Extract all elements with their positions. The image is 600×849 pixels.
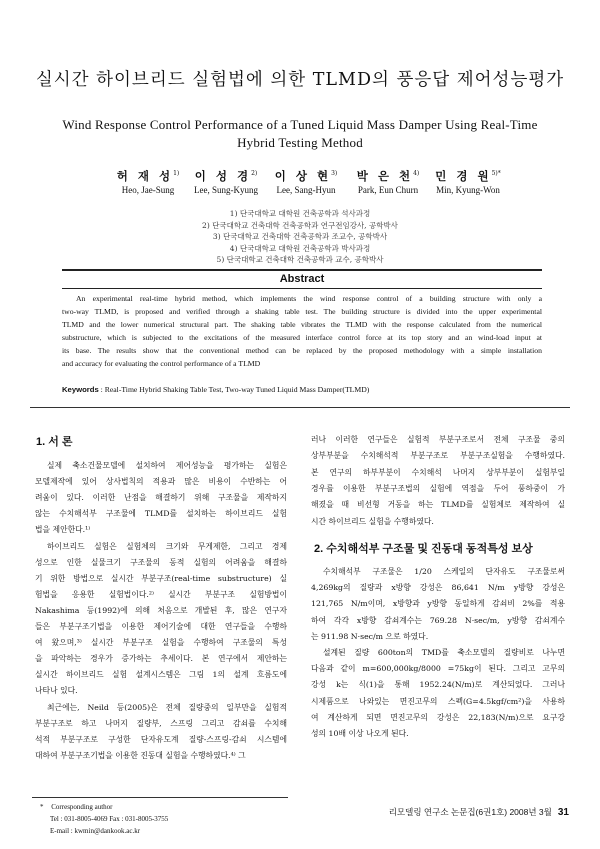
body-text-line: 대하여 부분구조기법을 이용한 진동대 실험을 수행하였다.⁴⁾ 그 [35,750,246,760]
author-name-ko-text: 이 성 경 [194,169,252,183]
author-name-english: Lee, Sang-Hyun [276,185,336,195]
journal-name: 리모델링 연구소 논문집(6권1호) 2008년 3월 [388,807,552,817]
title-english-line-2: Hybrid Testing Method [237,135,363,150]
body-text-line: 4,269kg의 질량과 x방향 강성은 86,641 N/m y방향 강성은 [311,583,565,593]
author-name-ko-text: 허 재 성 [116,169,174,183]
body-text-line: 러나 이러한 연구들은 실험적 부분구조로서 전체 구조물 중의 [311,435,565,444]
body-text-line: 본 연구의 하부부분이 수치해석 나머지 상부부분이 실험부일 [311,467,565,477]
body-text-line: 수치해석부 구조물은 1/20 스케일의 단자유도 구조물로써 [323,567,565,576]
author-affiliation-mark: 3) [331,170,338,178]
page-number: 31 [557,807,569,818]
abstract-line: two-way TLMD, is proposed and verified through a shaking table test. The building structure is divided into the upper experimental [62,307,542,316]
author [110,168,186,195]
abstract-line: substructure, which is subjected to the excitations of the measured interface control force at its top story and an wind-load input at [62,333,542,342]
body-text-line: 여 계산하게 되면 면진고무의 강성은 22,183(N/m)으로 요구강 [311,712,565,722]
body-text-line: 시간 하이브리드 실험을 수행하였다. [311,516,434,526]
body-text-line: 을 파악하는 경우가 증가하는 추세이다. 본 연구에서 제안하는 [35,654,287,664]
footnote-phone: Tel : 031-8005-4069 Fax : 031-8005-3755 [50,815,169,823]
title-english-line-1: Wind Response Control Performance of a Tuned Liquid Mass Damper Using Real-Time [62,117,538,132]
author-name-ko-text: 이 상 현 [274,169,332,183]
body-text-line: 여 왔으며,³⁾ 실시간 부분구조 실험을 수행하여 구조물의 특성 [35,638,287,648]
body-text-line: 않는 수치해석부 구조물에 TLMD를 설치하는 하이브리드 실험 [35,509,287,519]
body-text-line: 다음과 같이 m=600,000kg/8000 =75kg이 된다. 그리고 고무의 [311,664,565,674]
author-name-english: Park, Eun Churn [357,185,419,195]
body-text-line: 상부부분을 수치해석적 부분구조로 부분구조실험을 수행하였다. [311,451,565,461]
journal-footer [384,806,569,818]
body-text-line: 하여 각각 x방향 감쇠계수는 769.28 N·sec/m, y방향 감쇠계수 [311,615,565,625]
author-affiliation-mark: 5)* [491,170,501,178]
footnote-label [40,803,113,811]
footnote-email: E-mail : kwmin@dankook.ac.kr [50,827,141,835]
abstract-line: TLMD and the lower numerical structural part. The shaking table vibrates the TLMD with the response calculated from the numerical [62,320,542,329]
body-text-line: 성의 10배 이상 나오게 된다. [311,729,409,738]
section-divider [30,407,570,408]
body-text-line: 설계된 질량 600ton의 TMD를 축소모델의 질량비로 나누면 [323,648,565,657]
footnote-mark: * [40,803,44,811]
body-text-line: 험법을 응용한 실험법이다.²⁾ 실시간 부분구조 실험방법이 [35,589,287,599]
body-text-line: 려움이 있다. 이러한 난점을 해결하기 위해 구조물을 제작하지 [35,493,287,503]
footnote-divider [32,797,288,798]
body-text-line: 성으로 인한 실물크기 구조물의 동적 실험의 어려움을 해결하 [35,557,287,567]
author-name-korean [430,168,506,185]
keywords-text: : Real-Time Hybrid Shaking Table Test, Two-way Tuned Liquid Mass Damper(TLMD) [100,385,370,394]
section-1-heading: 1. 서 론 [36,436,73,448]
body-text-line: 실시간 하이브리드 실험 설계시스템은 그림 1의 설계 흐름도에 [35,670,287,680]
author [188,168,264,195]
author-name-korean [110,168,186,185]
author-name-ko-text: 민 경 원 [435,169,492,183]
keywords [62,385,542,394]
footnote-corresponding: Corresponding author [51,803,113,811]
author-affiliation-mark: 1) [173,170,180,178]
affiliation-line: 5) 단국대학교 건축대학 건축공학과 교수, 공학박사 [216,255,384,264]
author-affiliation-mark: 4) [413,170,420,178]
body-text-line: 모델제작에 있어 상사법칙의 적용과 많은 비용이 수반하는 어 [35,477,287,487]
author-name-korean [268,168,344,185]
affiliation-line: 3) 단국대학교 건축대학 건축공학과 조교수, 공학박사 [212,232,388,241]
body-text-line: 시제품으로 나와있는 면진고무의 스펙(G=4.5kgf/cm²)을 사용하 [311,696,565,706]
body-text-line: 들은 부분구조기법을 이용한 제어기술에 대한 연구들을 수행하 [35,622,287,631]
body-text-line: 경우를 이용한 부분구조법의 실험에 역점을 두어 풍하중이 가 [311,483,565,493]
body-text-line: 는 911.98 N·sec/m 으로 하였다. [311,631,429,641]
title-korean: 실시간 하이브리드 실험법에 의한 TLMD의 풍응답 제어성능평가 [35,70,565,90]
affiliation-line: 2) 단국대학교 건축대학 건축공학과 연구전임강사, 공학박사 [202,220,398,230]
abstract-heading: Abstract [62,269,542,289]
author-affiliation-mark: 2) [251,170,258,178]
body-text-line: 부분구조로 하고 나머지 질량부, 스프링 그리고 감쇠를 수치해 [35,718,287,728]
author-name-ko-text: 박 은 천 [356,169,414,183]
body-text-line: 기 위한 방법으로 실시간 부분구조(real-time substructure) 실 [35,573,287,583]
body-text-line: 해졌을 때 비선형 거동을 하는 TLMD를 실험체로 제작하여 실 [311,500,565,510]
body-text-line: 실제 축소건물모델에 설치하여 제어성능을 평가하는 실험은 [47,461,287,470]
body-text-line: 최근에는, Neild 등(2005)은 전체 질량중의 일부만을 실험적 [47,702,287,712]
abstract-line: An experimental real-time hybrid method, which implements the wind response control of a building structure with only a [76,294,542,303]
affiliation-line: 4) 단국대학교 대학원 건축공학과 박사과정 [229,243,371,253]
abstract-line: its base. The results show that the conventional method can be replaced by the proposed methodology with a simple installation [62,346,542,355]
author-name-english: Heo, Jae-Sung [121,185,175,195]
affiliation-line: 1) 단국대학교 대학원 건축공학과 석사과정 [229,209,371,218]
author [430,168,506,195]
author [268,168,344,195]
author-name-english: Lee, Sung-Kyung [194,185,258,195]
body-text-line: Nakashima 등(1992)에 의해 처음으로 개발된 후, 많은 연구자 [35,605,287,615]
section-2-heading: 2. 수치해석부 구조물 및 진동대 동적특성 보상 [314,543,533,555]
body-text-line: 나타나 있다. [35,686,78,696]
body-text-line: 법을 제안한다.¹⁾ [35,525,91,535]
author-name-korean [188,168,264,185]
body-text-line: 121,765 N/m이며, x방향과 y방향 동일하게 감쇠비 2%를 적용 [311,599,565,609]
keywords-label: Keywords [62,385,99,394]
author [350,168,426,195]
body-text-line: 석적 부분구조로 구성한 단자유도계 질량-스프링-감쇠 시스템에 [35,734,287,744]
abstract-line: and accuracy for evaluating the control performance of a TLMD [62,359,261,368]
body-text-line: 강성 k는 식(1)을 통해 1952.24(N/m)로 계산되었다. 그러나 [311,680,565,690]
body-text-line: 하이브리드 실험은 실험체의 크기와 무게제한, 그리고 경제 [47,541,287,551]
author-name-korean [350,168,426,185]
author-name-english: Min, Kyung-Won [436,185,500,195]
